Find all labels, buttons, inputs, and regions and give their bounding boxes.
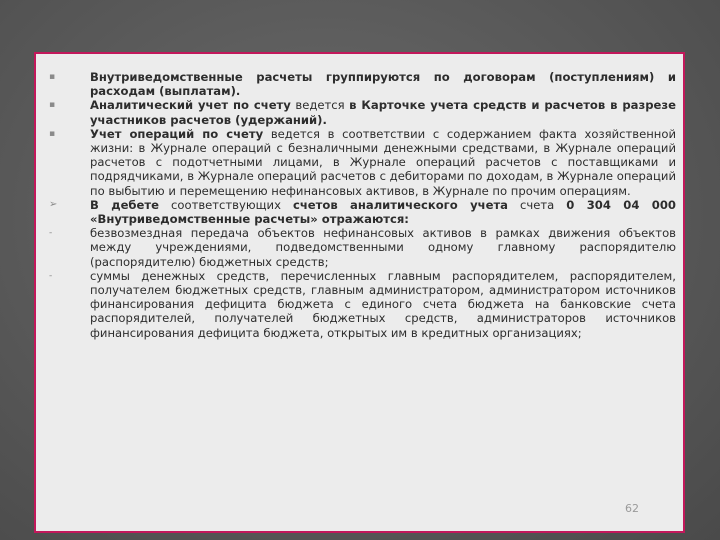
bullet-list (46, 70, 676, 340)
list-item (46, 98, 676, 126)
page-number: 62 (625, 502, 639, 515)
list-item (46, 198, 676, 226)
list-item (46, 269, 676, 340)
text-segment: Внутриведомственные расчеты группируются по договорам (поступлениям) и расходам (выплатам). (90, 70, 676, 99)
list-item-text (90, 127, 676, 198)
content-panel (34, 52, 685, 533)
square-bullet-icon: ▪ (49, 100, 56, 111)
square-bullet-icon: ▪ (49, 72, 56, 82)
dash-bullet-icon: - (49, 270, 53, 281)
arrow-bullet-icon: ➢ (49, 198, 58, 210)
text-segment: Аналитический учет по счету (90, 98, 291, 113)
list-item-text (90, 98, 676, 126)
text-segment: ведется (290, 98, 350, 113)
dash-bullet-icon: - (49, 228, 53, 239)
text-segment: В дебете (90, 197, 159, 212)
text-segment: в Карточке учета средств и расчетов в разрезе участников расчетов (удержаний). (90, 98, 676, 127)
text-segment: ведется в соответствии с содержанием факта хозяйственной жизни: в Журнале операций с безналичными денежными средствами, в Журнале операций расчетов с подотчетными лицами, в Журнале операций расчетов с поставщиками и подрядчиками, в Журнале операций расчетов с дебиторами по доходам, в Журнале операций по выбытию и перемещению нефинансовых активов, в Журнале по прочим операциям. (90, 126, 676, 198)
text-segment: безвозмездная передача объектов нефинансовых активов в рамках движения объектов между учреждениями, подведомственными одному главному распорядителю (распорядителю) бюджетных средств; (90, 226, 676, 269)
text-segment: Учет операций по счету (90, 126, 264, 141)
list-item-text (90, 226, 676, 269)
text-segment: счетов аналитического учета (292, 197, 508, 212)
text-segment: соответствующих (158, 197, 293, 212)
list-item-text (90, 269, 676, 340)
list-item-text (90, 198, 676, 226)
list-item-text (90, 70, 676, 98)
text-segment: суммы денежных средств, перечисленных главным распорядителем, распорядителем, получателем бюджетных средств, главным администратором, администратором источников финансирования дефицита бюджета с единого счета бюджета на банковские счета распорядителей, получателей бюджетных средств, администраторов источников финансирования дефицита бюджета, открытых им в кредитных организациях; (90, 268, 676, 340)
list-item (46, 70, 676, 98)
list-item (46, 226, 676, 269)
list-item (46, 127, 676, 198)
text-segment: 0 304 04 000 «Внутриведомственные расчеты» отражаются: (90, 197, 676, 227)
square-bullet-icon: ▪ (49, 128, 56, 139)
text-segment: счета (508, 197, 567, 212)
